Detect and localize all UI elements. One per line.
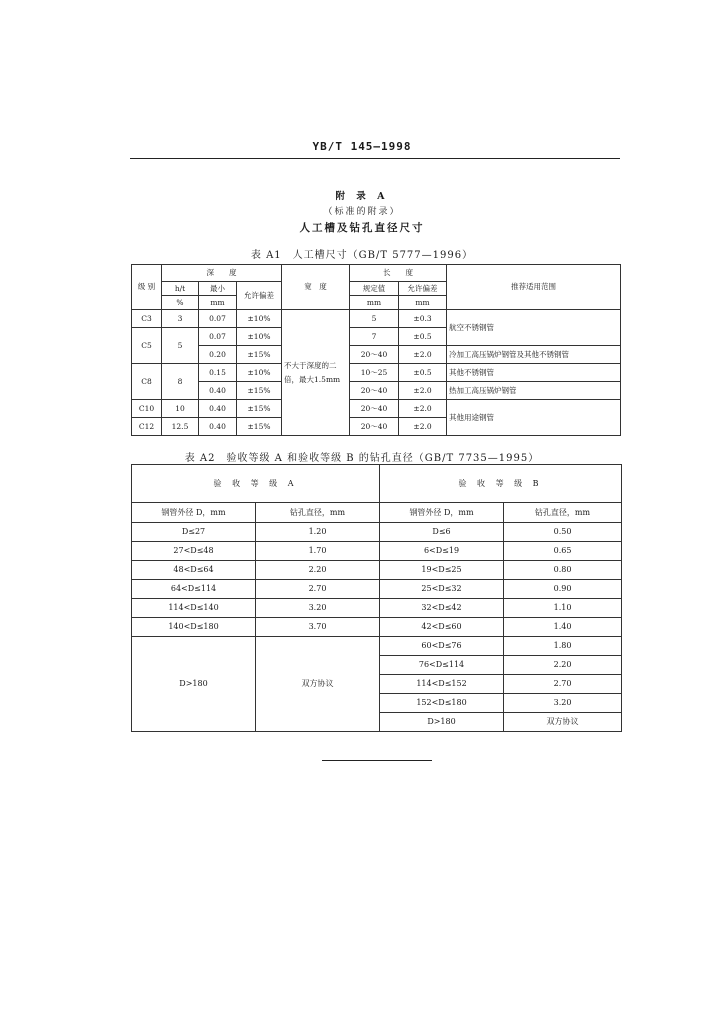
header-depth-tolerance: 允许偏差	[237, 282, 282, 310]
b-dia-cell: 1.40	[504, 618, 622, 637]
footer-rule	[322, 760, 432, 761]
level-b-header: 验 收 等 级 B	[380, 465, 622, 503]
appendix-heading: 人工槽及钻孔直径尺寸	[299, 222, 425, 234]
length-tol-cell: ±0.3	[399, 310, 447, 328]
b-dia-cell: 2.20	[504, 656, 622, 675]
depth-tol-cell: ±15%	[237, 418, 282, 436]
appendix-subtitle: （标准的附录）	[323, 207, 401, 217]
b-dia-cell: 1.10	[504, 599, 622, 618]
depth-tol-cell: ±15%	[237, 400, 282, 418]
scope-cell: 冷加工高压锅炉钢管及其他不锈钢管	[447, 346, 621, 364]
a-dia-cell: 3.20	[256, 599, 380, 618]
length-tol-cell: ±2.0	[399, 400, 447, 418]
depth-min-cell: 0.07	[199, 310, 237, 328]
b-dia-cell: 3.20	[504, 694, 622, 713]
header-length: 长 度	[350, 265, 447, 282]
a-dia-cell: 双方协议	[256, 637, 380, 732]
table-a2-caption: 表 A2 验收等级 A 和验收等级 B 的钻孔直径（GB/T 7735—1995）	[184, 453, 540, 464]
ht-cell: 3	[162, 310, 199, 328]
grade-cell: C10	[132, 400, 162, 418]
b-range-cell: 152<D≤180	[380, 694, 504, 713]
a-dia-cell: 2.20	[256, 561, 380, 580]
length-nominal-cell: 20～40	[350, 382, 399, 400]
b-dia-cell: 双方协议	[504, 713, 622, 732]
b-range-cell: 42<D≤60	[380, 618, 504, 637]
header-depth-min: 最小	[199, 282, 237, 296]
b-dia-cell: 0.50	[504, 523, 622, 542]
length-nominal-cell: 7	[350, 328, 399, 346]
depth-tol-cell: ±10%	[237, 364, 282, 382]
depth-tol-cell: ±15%	[237, 382, 282, 400]
b-dia-cell: 1.80	[504, 637, 622, 656]
header-length-tol-unit: mm	[399, 296, 447, 310]
a-range-cell: 140<D≤180	[132, 618, 256, 637]
ht-cell: 8	[162, 364, 199, 400]
a-dia-cell: 1.70	[256, 542, 380, 561]
header-depth-unit: mm	[199, 296, 237, 310]
b-range-cell: D>180	[380, 713, 504, 732]
a-range-cell: 114<D≤140	[132, 599, 256, 618]
header-percent: %	[162, 296, 199, 310]
standard-code: YB/T 145—1998	[312, 140, 412, 153]
length-tol-cell: ±0.5	[399, 328, 447, 346]
length-nominal-cell: 20～40	[350, 418, 399, 436]
depth-tol-cell: ±10%	[237, 310, 282, 328]
header-grade: 级 别	[132, 265, 162, 310]
a-dia-cell: 1.20	[256, 523, 380, 542]
ht-cell: 12.5	[162, 418, 199, 436]
a-dia-cell: 2.70	[256, 580, 380, 599]
depth-min-cell: 0.07	[199, 328, 237, 346]
b-dia-cell: 0.80	[504, 561, 622, 580]
depth-min-cell: 0.40	[199, 418, 237, 436]
col-hole-diameter-b: 钻孔直径，mm	[504, 503, 622, 523]
table-a1-caption: 表 A1 人工槽尺寸（GB/T 5777—1996）	[250, 250, 474, 261]
b-range-cell: D≤6	[380, 523, 504, 542]
ht-cell: 10	[162, 400, 199, 418]
a-dia-cell: 3.70	[256, 618, 380, 637]
b-dia-cell: 2.70	[504, 675, 622, 694]
a-range-cell: D>180	[132, 637, 256, 732]
scope-cell: 其他用途钢管	[447, 400, 621, 436]
header-length-nominal: 规定值	[350, 282, 399, 296]
length-nominal-cell: 5	[350, 310, 399, 328]
header-rule	[130, 158, 620, 159]
b-range-cell: 60<D≤76	[380, 637, 504, 656]
length-tol-cell: ±2.0	[399, 346, 447, 364]
a-range-cell: D≤27	[132, 523, 256, 542]
a-range-cell: 27<D≤48	[132, 542, 256, 561]
a-range-cell: 48<D≤64	[132, 561, 256, 580]
depth-min-cell: 0.40	[199, 382, 237, 400]
header-width: 宽 度	[282, 265, 350, 310]
length-nominal-cell: 20～40	[350, 346, 399, 364]
length-tol-cell: ±2.0	[399, 418, 447, 436]
header-depth: 深 度	[162, 265, 282, 282]
depth-min-cell: 0.40	[199, 400, 237, 418]
b-range-cell: 32<D≤42	[380, 599, 504, 618]
depth-tol-cell: ±10%	[237, 328, 282, 346]
b-range-cell: 6<D≤19	[380, 542, 504, 561]
header-length-tolerance: 允许偏差	[399, 282, 447, 296]
depth-tol-cell: ±15%	[237, 346, 282, 364]
scope-cell: 热加工高压锅炉钢管	[447, 382, 621, 400]
scope-cell: 其他不锈钢管	[447, 364, 621, 382]
a-range-cell: 64<D≤114	[132, 580, 256, 599]
length-nominal-cell: 10～25	[350, 364, 399, 382]
length-tol-cell: ±2.0	[399, 382, 447, 400]
grade-cell: C8	[132, 364, 162, 400]
depth-min-cell: 0.20	[199, 346, 237, 364]
col-hole-diameter-a: 钻孔直径，mm	[256, 503, 380, 523]
appendix-title: 附 录 A	[335, 191, 389, 202]
header-scope: 推荐适用范围	[447, 265, 621, 310]
table-a1	[131, 264, 621, 436]
width-note-cell: 不大于深度的二倍，最大1.5mm	[282, 310, 350, 436]
b-range-cell: 25<D≤32	[380, 580, 504, 599]
col-outer-diameter-b: 钢管外径 D，mm	[380, 503, 504, 523]
scope-cell: 航空不锈钢管	[447, 310, 621, 346]
b-range-cell: 76<D≤114	[380, 656, 504, 675]
ht-cell: 5	[162, 328, 199, 364]
length-nominal-cell: 20～40	[350, 400, 399, 418]
header-h-over-t: h/t	[162, 282, 199, 296]
length-tol-cell: ±0.5	[399, 364, 447, 382]
depth-min-cell: 0.15	[199, 364, 237, 382]
header-length-unit: mm	[350, 296, 399, 310]
b-range-cell: 19<D≤25	[380, 561, 504, 580]
b-range-cell: 114<D≤152	[380, 675, 504, 694]
table-a2	[131, 464, 622, 732]
b-dia-cell: 0.65	[504, 542, 622, 561]
b-dia-cell: 0.90	[504, 580, 622, 599]
grade-cell: C3	[132, 310, 162, 328]
level-a-header: 验 收 等 级 A	[132, 465, 380, 503]
grade-cell: C5	[132, 328, 162, 364]
col-outer-diameter-a: 钢管外径 D，mm	[132, 503, 256, 523]
grade-cell: C12	[132, 418, 162, 436]
